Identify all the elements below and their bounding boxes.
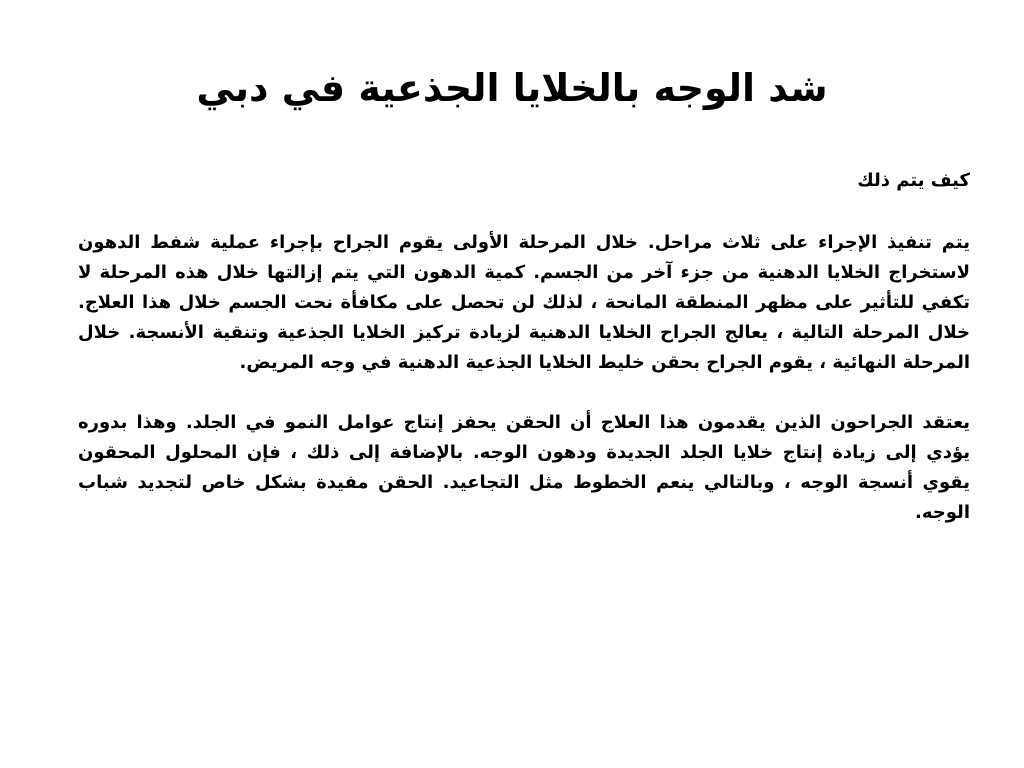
section-heading: كيف يتم ذلك [857,170,970,191]
slide-title: شد الوجه بالخلايا الجذعية في دبي [196,66,828,110]
slide-body [78,166,970,558]
paragraph-procedure: يتم تنفيذ الإجراء على ثلاث مراحل. خلال المرحلة الأولى يقوم الجراح بإجراء عملية شفط الدهون لاستخراج الخلايا الدهنية من جزء آخر من الجسم. كمية الدهون التي يتم إزالتها خلال هذه المرحلة لا تكفي للتأثير على مظهر المنطقة المانحة ، لذلك لن تحصل على مكافأة نحت الجسم خلال هذا العلاج. خلال المرحلة التالية ، يعالج الجراح الخلايا الدهنية لزيادة تركيز الخلايا الجذعية وتنقية الأنسجة. خلال المرحلة النهائية ، يقوم الجراح بحقن خليط الخلايا الجذعية الدهنية في وجه المريض. [78,232,970,373]
paragraph-benefits: يعتقد الجراحون الذين يقدمون هذا العلاج أن الحقن يحفز إنتاج عوامل النمو في الجلد. وهذا بدوره يؤدي إلى زيادة إنتاج خلايا الجلد الجديدة ودهون الوجه. بالإضافة إلى ذلك ، فإن المحلول المحقون يقوي أنسجة الوجه ، وبالتالي ينعم الخطوط مثل التجاعيد. الحقن مفيدة بشكل خاص لتجديد شباب الوجه. [78,412,970,523]
